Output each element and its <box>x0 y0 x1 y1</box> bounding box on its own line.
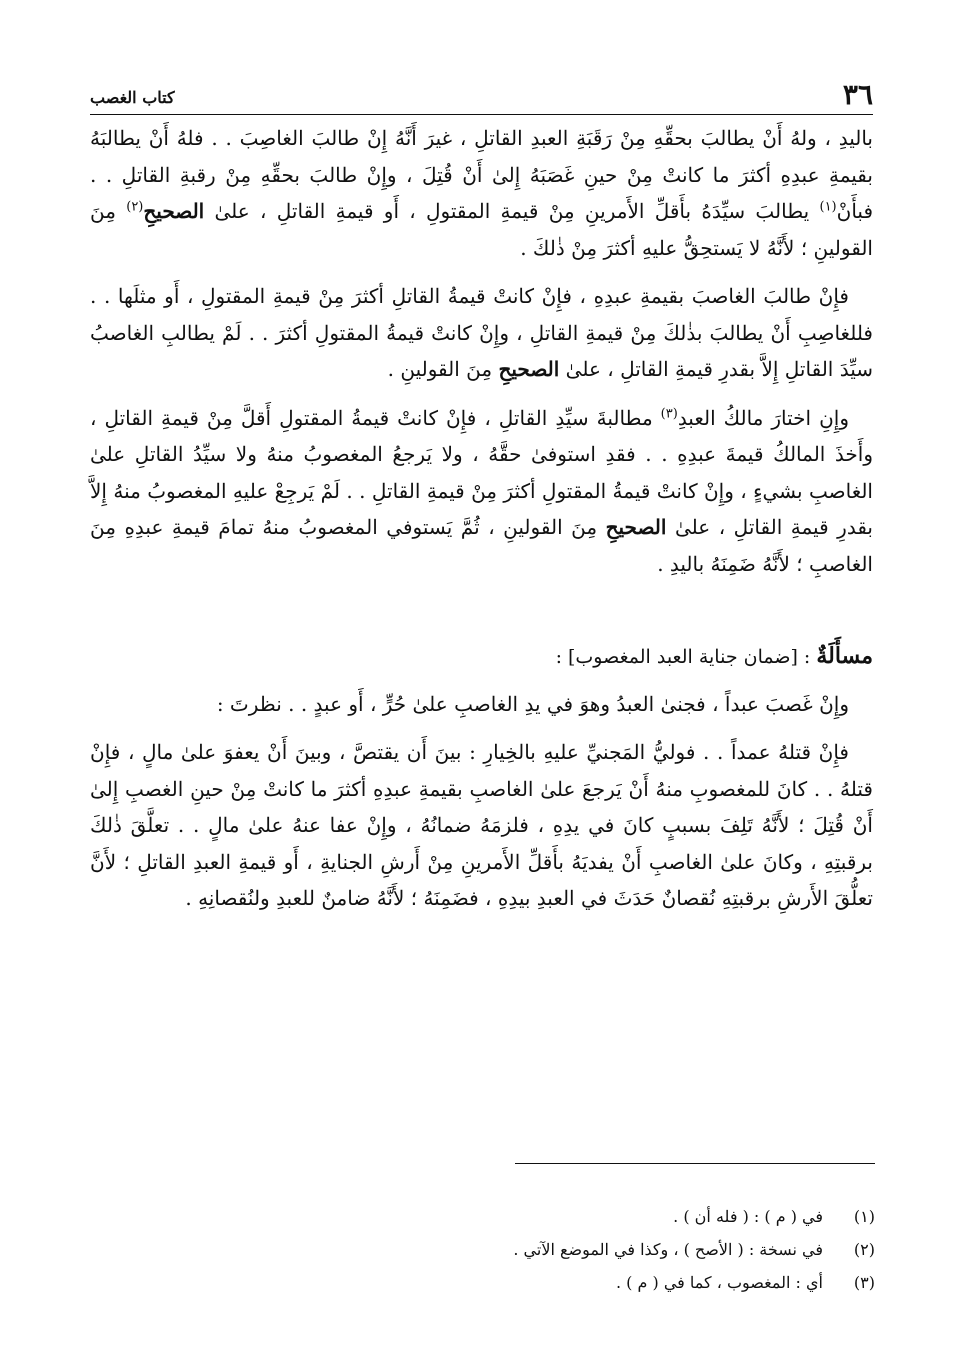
footnote-text: في ( م ) : ( فله أن ) . <box>673 1207 823 1226</box>
paragraph-4: وإِنْ غَصبَ عبداً ، فجنىٰ العبدُ وهوَ في يدِ الغاصبِ علىٰ حُرٍّ ، أَو عبدٍ . . نظرتَ : <box>216 691 849 716</box>
main-text <box>90 120 873 929</box>
page-header <box>90 78 873 115</box>
bold-term: الصحيحِ <box>498 357 560 381</box>
footnote-text: أي : المغصوب ، كما في ( م ) . <box>616 1273 823 1292</box>
footnote-text: في نسخة : ( الأصح ) ، وكذا في الموضع الآتي . <box>513 1240 823 1259</box>
footnote-number: (٣) <box>853 1273 875 1292</box>
footnote-1 <box>200 1200 875 1233</box>
footnote-mark-3: (٣) <box>660 405 678 421</box>
footnote-3 <box>200 1266 875 1299</box>
footnote-number: (٢) <box>853 1240 875 1259</box>
section-heading <box>90 638 873 676</box>
footnote-2 <box>200 1233 875 1266</box>
paragraph-1: باليدِ ، ولهُ أَنْ يطالبَ بحقِّهِ مِنْ رَقَبَةِ العبدِ القاتلِ ، غيرَ أَنَّهُ إِنْ طالبَ الغاصِبَ . . فلهُ أَنْ يطالبَهُ بقيمةِ عبدِهِ أكثرَ ما كانتْ مِنْ حينِ غَصَبَهُ إِلىٰ أَنْ قُتِلَ ، وإِنْ طالبَ بحقِّهِ مِنْ رقبةِ القاتلِ . . فبأَنْ$^{(١)}$ يطالبَ سيِّدَهُ بأَقلِّ الأَمرينِ مِنْ قيمةِ المقتولِ ، أَو قيمةِ القاتلِ ، علىٰ الصحيحِ$^{(٢)}$ مِنَ القولينِ ؛ لأَنَّهُ لا يَستحِقُّ عليهِ أكثرَ مِنْ ذٰلكَ . <box>90 126 874 260</box>
masala-word: مسأَلَةٌ <box>816 643 873 669</box>
footnote-number: (١) <box>853 1207 875 1226</box>
paragraph-3: وإِنِ اختارَ مالكُ العبدِ$^{(٣)}$ مطالبةَ سيِّدِ القاتلِ ، فإِنْ كانتْ قيمةُ المقتولِ أَقلَّ مِنْ قيمةِ القاتلِ ، وأَخذَ المالكُ قيمةَ عبدِهِ . . فقدِ استوفىٰ حقَّهُ ، ولا يَرجعُ المغصوبُ منهُ ولا سيِّدُ القاتلِ علىٰ الغاصبِ بشيءٍ ، وإِنْ كانتْ قيمةُ المقتولِ أكثرَ مِنْ قيمةِ القاتلِ . . لَمْ يَرجِعْ عليهِ المغصوبُ منهُ إِلاَّ بقدرِ قيمةِ القاتلِ ، علىٰ الصحيحِ مِنَ القولينِ ، ثُمَّ يَستوفي المغصوبُ منهُ تمامَ قيمةِ عبدِهِ مِنَ الغاصبِ ؛ لأَنَّهُ ضَمِنَهُ باليدِ . <box>90 405 873 576</box>
bold-term: الصحيحِ <box>605 515 667 539</box>
paragraph-2: فإِنْ طالبَ الغاصبَ بقيمةِ عبدِهِ ، فإِنْ كانتْ قيمةُ القاتلِ أكثرَ مِنْ قيمةِ المقتولِ ، أَو مثلَها . . فللغاصِبِ أَنْ يطالبَ بذٰلكَ مِنْ قيمةِ القاتلِ ، وإِنْ كانتْ قيمةُ المقتولِ أكثرَ . . لَمْ يطالبِ الغاصبُ سيِّدَ القاتلِ إِلاَّ بقدرِ قيمةِ القاتلِ ، علىٰ الصحيحِ مِنَ القولينِ . <box>90 284 873 381</box>
footnotes <box>200 1200 875 1299</box>
page-number: ٣٦ <box>842 78 873 111</box>
paragraph-5: فإِنْ قتلهُ عمداً . . فوليُّ المَجنيِّ عليهِ بالخِيارِ : بينَ أَن يقتصَّ ، وبينَ أَنْ يعفوَ علىٰ مالٍ ، فإِنْ قتلهُ . . كانَ للمغصوبِ منهُ أَنْ يَرجعَ علىٰ الغاصبِ بقيمةِ عبدِهِ أكثرَ ما كانتْ مِنْ حينِ الغصبِ إِلىٰ أَنْ قُتِلَ ؛ لأَنَّهُ تَلِفَ بسببٍ كانَ في يدِهِ ، فلزمَهُ ضمانُهُ ، وإِنْ عفا عنهُ علىٰ مالٍ . . تعلَّقَ ذٰلكَ برقبتِهِ ، وكانَ علىٰ الغاصبِ أَنْ يفديَهُ بأَقلِّ الأَمرينِ مِنْ أَرشِ الجنايةِ ، أَو قيمةِ العبدِ القاتلِ ؛ لأَنَّ تعلُّقَ الأَرشِ برقبتِهِ نُقصانٌ حَدَثَ في العبدِ بيدِهِ ، فضَمِنَهُ ؛ لأَنَّهُ ضامنٌ للعبدِ ولنُقصانِهِ . <box>90 740 873 910</box>
footnote-mark-2: (٢) <box>126 199 144 215</box>
bold-term: الصحيحِ <box>143 199 205 223</box>
masala-title: : [ضمان جناية العبد المغصوب] : <box>555 646 817 668</box>
footnote-mark-1: (١) <box>819 199 837 215</box>
book-title: كتاب الغصب <box>90 88 175 107</box>
footnote-separator <box>515 1163 875 1164</box>
